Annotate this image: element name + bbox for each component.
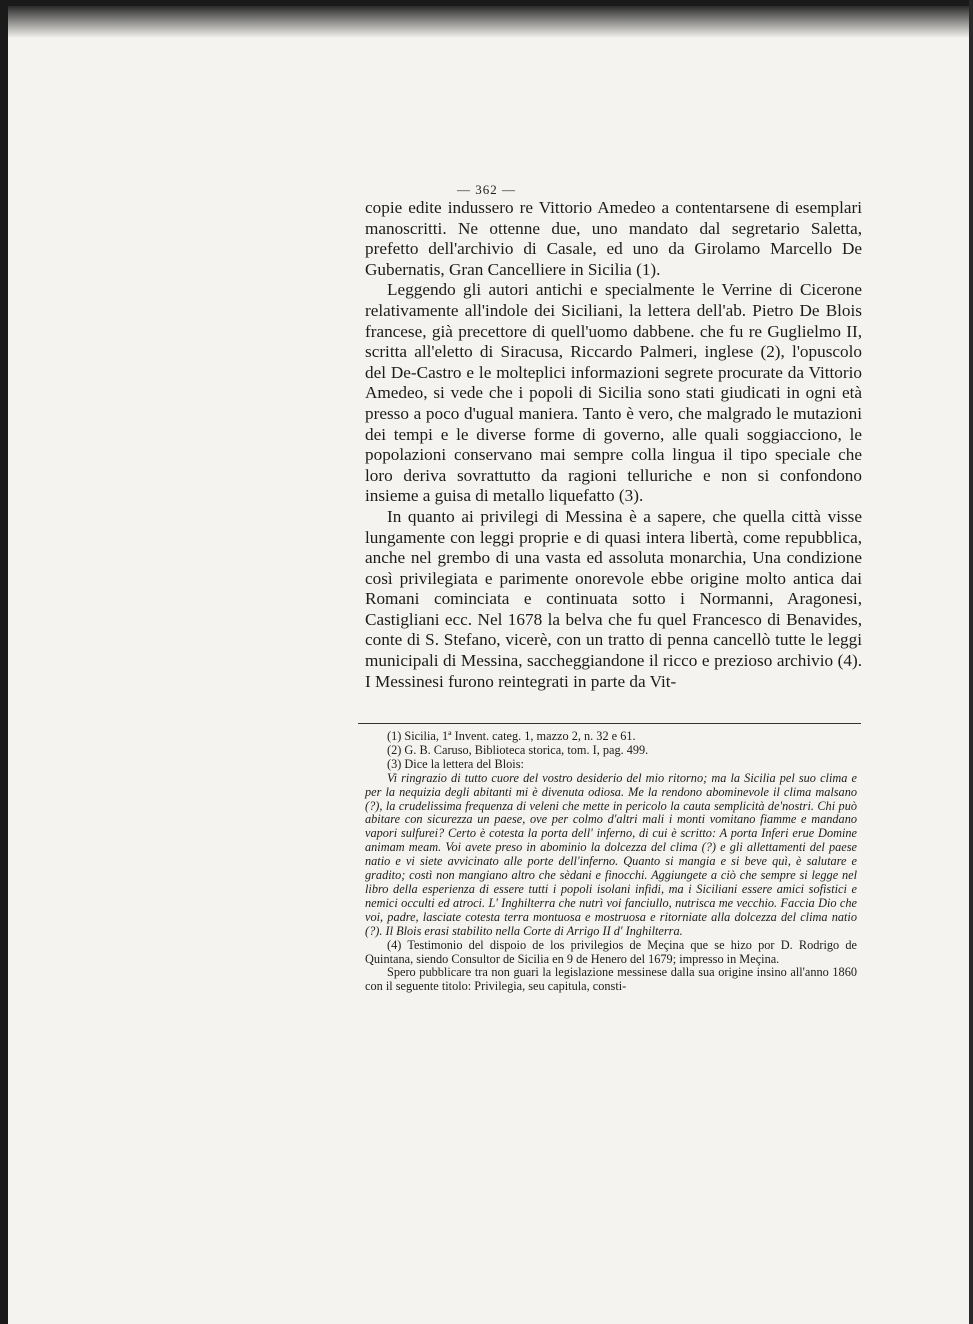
page-top-shadow — [8, 6, 970, 38]
footnote-3-quote: Vi ringrazio di tutto cuore del vostro desiderio del mio ritorno; ma la Sicilia pel suo clima e per la nequizia degli abitanti mi è divenuta odiosa. Me la rendono abominevole il clima malsano (?), la crudelissima frequenza di veleni che mette in pericolo la cauta semplicità de'nostri. Chi può abitare con sicurezza un paese, ove per colmo d'altri mali i monti vomitano fiamme e mandano vapori sulfurei? Certo è cotesta la porta dell' inferno, di cui è scritto: A porta Inferi erue Domine animam meam. Voi avete preso in abominio la dolcezza del clima (?) e gli allettamenti del paese natio e vi siete avvicinato alle porte dell'inferno. Quanto si mangia e si beve quì, è salutare e gradito; costì non mangiano altro che sèdani e finocchi. Aggiungete a ciò che sempre si legge nel libro della esperienza di essere tutti i popoli isolani infidi, ma i Siciliani essere amici sofistici e nemici occulti ed atroci. L' Inghilterra che nutrì voi fanciullo, nutrisca me vecchio. Faccia Dio che voi, padre, lasciate cotesta terra montuosa e mostruosa e ritorniate alla dolcezza del clima natio (?). Il Blois erasi stabilito nella Corte di Arrigo II d' Inghilterra. — [365, 770, 857, 938]
footnote-4: (4) Testimonio del dispoio de los privilegios de Meçina que se hizo por D. Rodrigo de Quintana, siendo Consultor de Sicilia en 9 de Henero del 1679; impresso in Meçina. — [365, 937, 857, 966]
paragraph: In quanto ai privilegi di Messina è a sapere, che quella città visse lungamente con leggi proprie e di quasi intera libertà, come repubblica, anche nel grembo di una vasta ed assoluta monarchia, Una condizione così privilegiata e parimente onorevole ebbe origine molto antica dai Romani cominciata e continuata sotto i Normanni, Aragonesi, Castigliani ecc. Nel 1678 la belva che fu quel Francesco di Benavides, conte di S. Stefano, vicerè, con un tratto di penna cancellò tutte le leggi municipali di Messina, saccheggiandone il ricco e prezioso archivio (4). I Messinesi furono reintegrati in parte da Vit- — [365, 506, 862, 691]
paragraph: Leggendo gli autori antichi e specialmente le Verrine di Cicerone relativamente all'indole dei Siciliani, la lettera dell'ab. Pietro De Blois francese, già precettore di quell'uomo dabbene. che fu re Guglielmo II, scritta all'eletto di Siracusa, Riccardo Palmeri, inglese (2), l'opuscolo del De-Castro e le molteplici informazioni segrete procurate da Vittorio Amedeo, si vede che i popoli di Sicilia sono stati giudicati in ogni età presso a poco d'ugual maniera. Tanto è vero, che malgrado le mutazioni dei tempi e le diverse forme di governo, alle quali soggiacciono, le popolazioni conservano mai sempre colla lingua il tipo speciale che loro deriva sovrattutto da ragioni telluriche e non si confondono insieme a guisa di metallo liquefatto (3). — [365, 280, 862, 506]
footnote-1: (1) Sicilia, 1ª Invent. categ. 1, mazzo 2, n. 32 e 61. — [387, 729, 636, 743]
paragraph: copie edite indussero re Vittorio Amedeo a contentarsene di esemplari manoscritti. Ne ottenne due, uno mandato dal segretario Saletta, prefetto dell'archivio di Casale, ed uno da Girolamo Marcello De Gubernatis, Gran Cancelliere in Sicilia (1). — [365, 198, 862, 279]
footnote-2: (2) G. B. Caruso, Biblioteca storica, tom. I, pag. 499. — [387, 742, 649, 757]
page-right-edge — [969, 0, 973, 1324]
footnote-4-continuation: Spero pubblicare tra non guari la legislazione messinese dalla sua origine insino all'anno 1860 con il seguente titolo: Privilegia, seu capitula, consti- — [365, 965, 857, 994]
page-number: — 362 — — [457, 182, 516, 197]
footnotes — [365, 730, 857, 994]
footnote-separator — [358, 723, 861, 724]
main-text-body — [365, 198, 862, 692]
footnote-3: (3) Dice la lettera del Blois: — [387, 756, 524, 771]
